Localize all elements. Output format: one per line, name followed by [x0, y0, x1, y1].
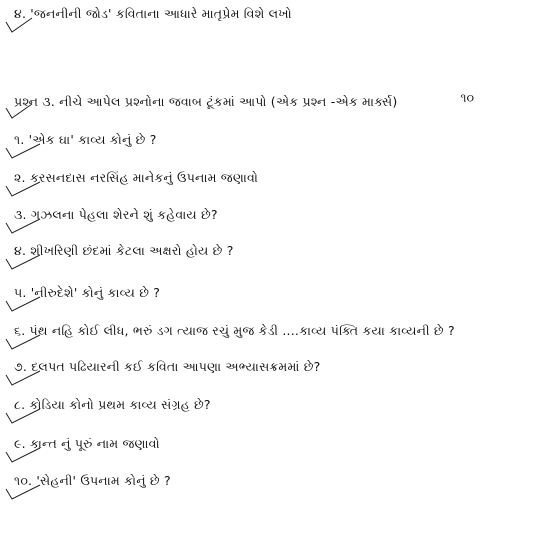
question-9: ૯. કાન્ત નું પૂરું નામ જણાવો	[14, 436, 160, 451]
section-marks: ૧૦	[460, 90, 474, 105]
question-2: ૨. કરસનદાસ નરસિંહ માનેકનું ઉપનામ જણાવો	[14, 170, 259, 185]
question-6: ૬. પંથ નહિ કોઈ લીધ, ભરું ડગ ત્યાજ રચું મુજ કેડી ....કાવ્ય પંક્તિ કયા કાવ્યની છે ?	[14, 323, 455, 338]
question-1: ૧. 'એક ઘા' કાવ્ય કોનું છે ?	[14, 132, 157, 147]
section-heading: પ્રશ્ન ૩. નીચે આપેલ પ્રશ્નોના જવાબ ટૂંકમાં આપો (એક પ્રશ્ન -એક માર્ક્સ)	[14, 94, 398, 109]
question-3: ૩. ગઝલના પેહલા શેરને શું કહેવાય છે?	[14, 207, 218, 222]
question-7: ૭. દલપત પઢિયારની કઈ કવિતા આપણા અભ્યાસક્રમમાં છે?	[14, 359, 321, 374]
question-4: ૪. શીખરિણી છંદમાં કેટલા અક્ષરો હોય છે ?	[14, 243, 234, 258]
question-5: ૫. 'નીરુદેશે' કોનું કાવ્ય છે ?	[14, 285, 161, 300]
intro-question: ૪. 'જનનીની જોડ' કવિતાના આધારે માતૃપ્રેમ વિશે લખો	[14, 6, 292, 21]
question-10: ૧૦. 'સેહની' ઉપનામ કોનું છે ?	[14, 473, 171, 488]
question-8: ૮. કોડિયા કોનો પ્રથમ કાવ્ય સંગ્રહ છે?	[14, 397, 211, 412]
